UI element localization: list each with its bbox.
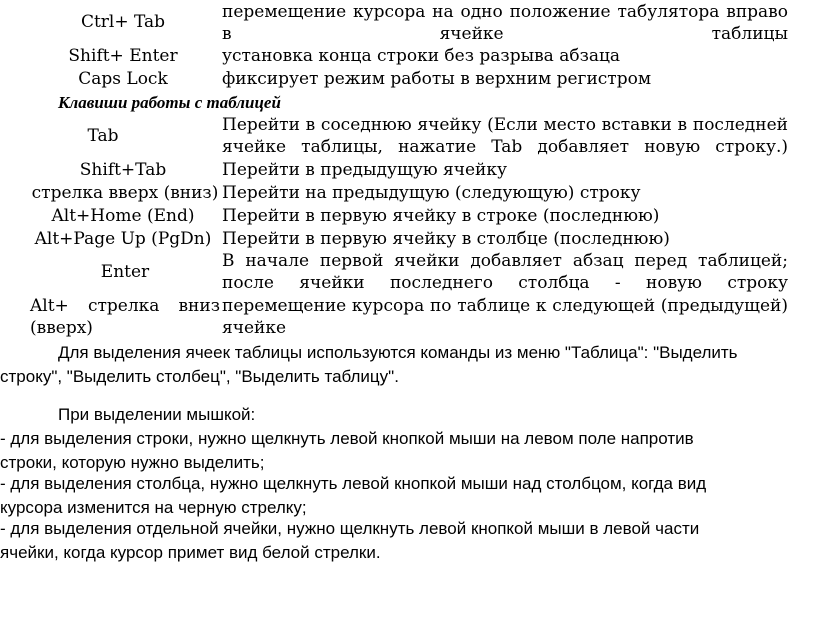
list-item: - для выделения строки, нужно щелкнуть левой кнопкой мыши на левом поле напротив	[0, 429, 694, 448]
paragraph-line: При выделении мышкой:	[58, 405, 256, 424]
paragraph-line: строку", "Выделить столбец", "Выделить таблицу".	[0, 367, 399, 386]
shortcut-description: В начале первой ячейки добавляет абзац перед таблицей; после ячейки последнего столбца - новую строку	[222, 251, 788, 293]
list-item: строки, которую нужно выделить;	[0, 453, 265, 472]
list-item: курсора изменится на черную стрелку;	[0, 498, 307, 517]
shortcut-description: Перейти на предыдущую (следующую) строку	[222, 183, 641, 203]
shortcut-description: фиксирует режим работы в верхним регистром	[222, 69, 652, 89]
shortcut-key: Shift+Tab	[79, 160, 167, 180]
shortcut-description: Перейти в соседнюю ячейку (Если место вставки в последней ячейке таблицы, нажатие Tab добавляет новую строку.)	[222, 115, 788, 157]
shortcut-key-part: вниз	[178, 296, 220, 316]
shortcut-key: Alt+Home (End)	[51, 206, 195, 226]
section-heading: Клавиши работы с таблицей	[58, 93, 281, 112]
shortcut-key-part: стрелка	[88, 296, 160, 316]
shortcut-key: Ctrl+ Tab	[80, 12, 166, 32]
shortcut-key: стрелка вверх (вниз)	[31, 183, 219, 203]
paragraph-line: Для выделения ячеек таблицы используются команды из меню "Таблица": "Выделить	[58, 343, 738, 362]
shortcut-key: Enter	[100, 262, 150, 282]
shortcut-key: Caps Lock	[78, 69, 168, 89]
shortcut-key: Tab	[87, 126, 119, 146]
list-item: ячейки, когда курсор примет вид белой стрелки.	[0, 543, 381, 562]
shortcut-description: перемещение курсора по таблице к следующей (предыдущей) ячейке	[222, 296, 788, 338]
shortcut-description: перемещение курсора на одно положение табулятора вправо в ячейке таблицы	[222, 2, 788, 44]
shortcut-key: Shift+ Enter	[68, 46, 178, 66]
list-item: - для выделения отдельной ячейки, нужно щелкнуть левой кнопкой мыши в левой части	[0, 519, 700, 538]
shortcut-key-part: Alt+	[30, 296, 69, 316]
shortcut-description: Перейти в предыдущую ячейку	[222, 160, 508, 180]
shortcut-description: Перейти в первую ячейку в строке (последнюю)	[222, 206, 660, 226]
shortcut-description: Перейти в первую ячейку в столбце (последнюю)	[222, 229, 670, 249]
shortcut-key: Alt+Page Up (PgDn)	[34, 229, 212, 249]
list-item: - для выделения столбца, нужно щелкнуть левой кнопкой мыши над столбцом, когда вид	[0, 474, 707, 493]
shortcut-key-part: (вверх)	[30, 318, 93, 338]
shortcut-description: установка конца строки без разрыва абзаца	[222, 46, 621, 66]
